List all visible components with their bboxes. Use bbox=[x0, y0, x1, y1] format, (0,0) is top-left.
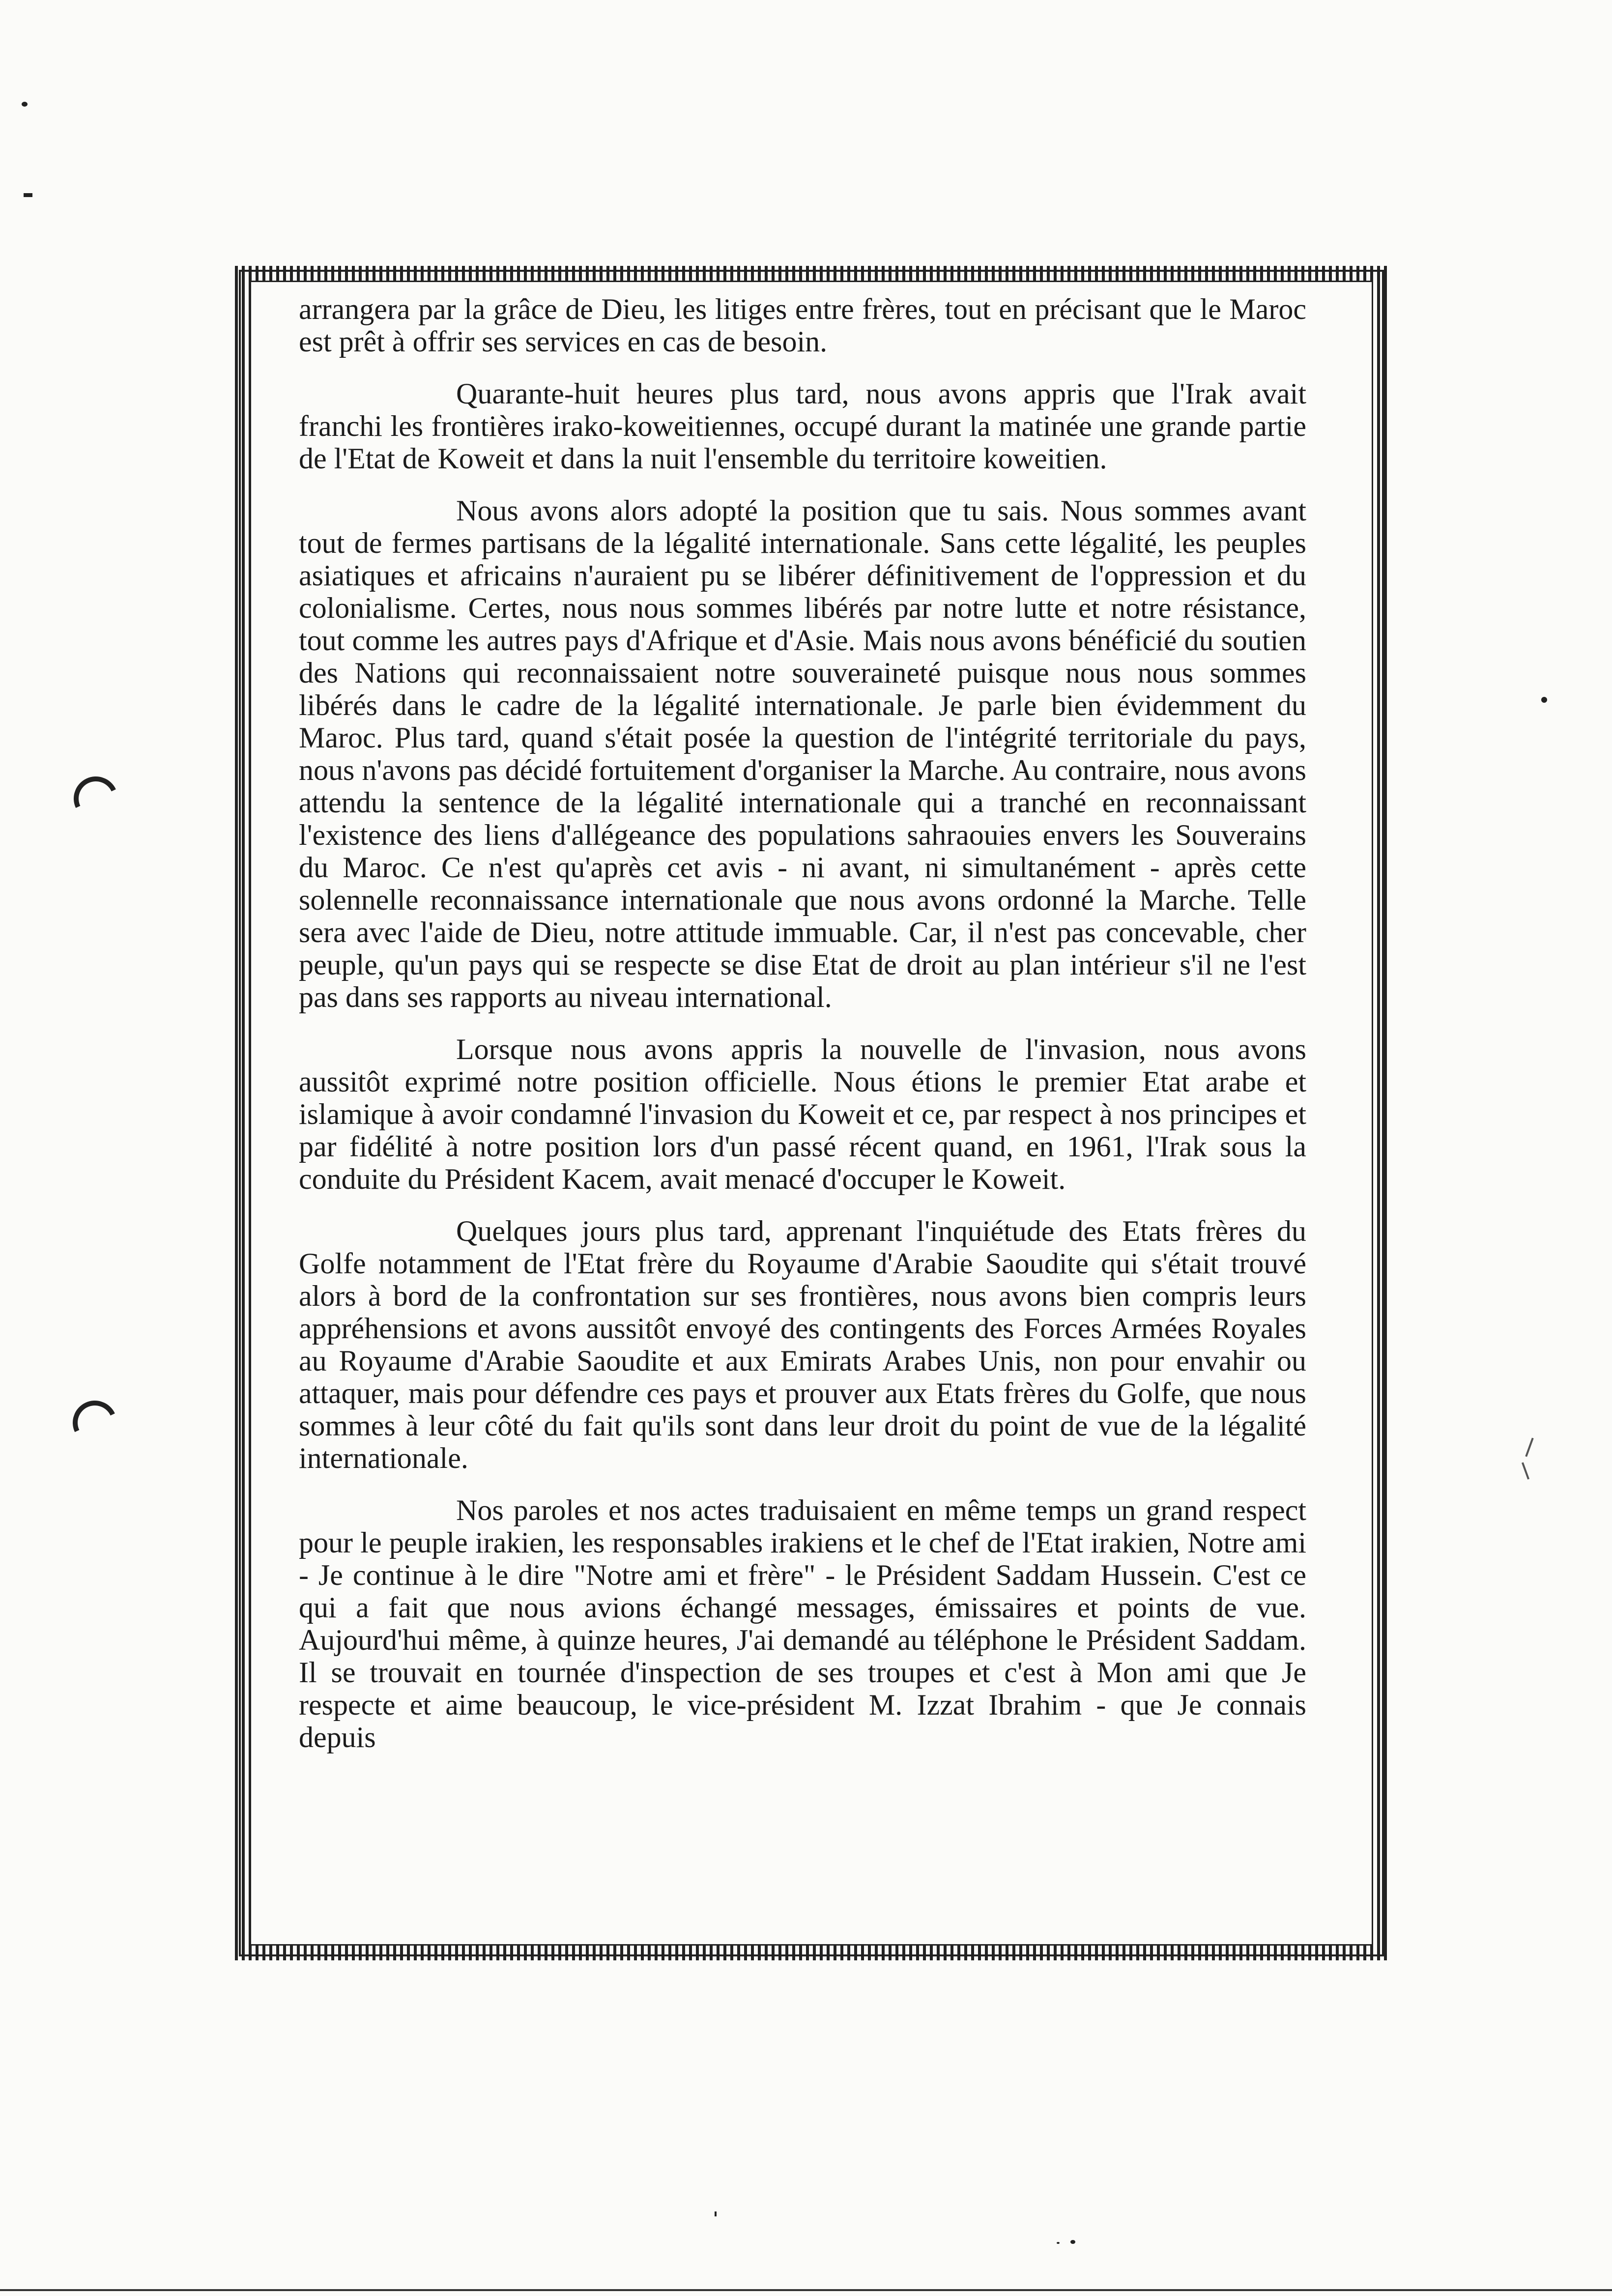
paragraph-3: Nous avons alors adopté la position que tu sais. Nous sommes avant tout de fermes partisans de la légalité internationale. Sans cette légalité, les peuples asiatiques et africains n'auraient pu se libérer définitivement de l'oppression et du colonialisme. Certes, nous nous sommes libérés par notre lutte et notre résistance, tout comme les autres pays d'Afrique et d'Asie. Mais nous avons bénéficié du soutien des Nations qui reconnaissaient notre souveraineté puisque nous nous sommes libérés dans le cadre de la légalité internationale. Je parle bien évidemment du Maroc. Plus tard, quand s'était posée la question de l'intégrité territoriale du pays, nous n'avons pas décidé fortuitement d'organiser la Marche. Au contraire, nous avons attendu la sentence de la légalité internationale qui a tranché en reconnaissant l'existence des liens d'allégeance des populations sahraouies envers les Souverains du Maroc. Ce n'est qu'après cet avis - ni avant, ni simultanément - après cette solennelle reconnaissance internationale que nous avons ordonné la Marche. Telle sera avec l'aide de Dieu, notre attitude immuable. Car, il n'est pas concevable, cher peuple, qu'un pays qui se respecte se dise Etat de droit au plan intérieur s'il ne l'est pas dans ses rapports au niveau international. bbox=[299, 494, 1306, 1013]
paragraph-5: Quelques jours plus tard, apprenant l'inquiétude des Etats frères du Golfe notamment de l'Etat frère du Royaume d'Arabie Saoudite qui s'était trouvé alors à bord de la confrontation sur ses frontières, nous avons bien compris leurs appréhensions et avons aussitôt envoyé des contingents des Forces Armées Royales au Royaume d'Arabie Saoudite et aux Emirats Arabes Unis, non pour envahir ou attaquer, mais pour défendre ces pays et prouver aux Etats frères du Golfe, que nous sommes à leur côté du fait qu'ils sont dans leur droit du point de vue de la légalité internationale. bbox=[299, 1215, 1306, 1474]
scan-speck bbox=[1070, 2240, 1075, 2244]
scan-edge-line bbox=[0, 2289, 1612, 2291]
binder-hole-mark bbox=[66, 1394, 123, 1451]
paragraph-2: Quarante-huit heures plus tard, nous avons appris que l'Irak avait franchi les frontières irako-koweitiennes, occupé durant la matinée une grande partie de l'Etat de Koweit et dans la nuit l'ensemble du territoire koweitien. bbox=[299, 377, 1306, 475]
paragraph-1: arrangera par la grâce de Dieu, les litiges entre frères, tout en précisant que le Maroc est prêt à offrir ses services en cas de besoin. bbox=[299, 293, 1306, 358]
scan-mark bbox=[1525, 1438, 1533, 1457]
scan-speck bbox=[715, 2211, 717, 2216]
paragraph-4: Lorsque nous avons appris la nouvelle de l'invasion, nous avons aussitôt exprimé notre position officielle. Nous étions le premier Etat arabe et islamique à avoir condamné l'invasion du Koweit et ce, par respect à nos principes et par fidélité à notre position lors d'un passé récent quand, en 1961, l'Irak sous la conduite du Président Kacem, avait menacé d'occuper le Koweit. bbox=[299, 1033, 1306, 1195]
scan-speck bbox=[22, 102, 28, 107]
scan-mark bbox=[1522, 1462, 1529, 1479]
scan-speck bbox=[1541, 697, 1547, 703]
body-text bbox=[299, 293, 1306, 1773]
scan-dash bbox=[24, 193, 32, 197]
paragraph-6: Nos paroles et nos actes traduisaient en même temps un grand respect pour le peuple irakien, les responsables irakiens et le chef de l'Etat irakien, Notre ami - Je continue à le dire "Notre ami et frère" - le Président Saddam Hussein. C'est ce qui a fait que nous avions échangé messages, émissaires et points de vue. Aujourd'hui même, à quinze heures, J'ai demandé au téléphone le Président Saddam. Il se trouvait en tournée d'inspection de ses troupes et c'est à Mon ami que Je respecte et aime beaucoup, le vice-président M. Izzat Ibrahim - que Je connais depuis bbox=[299, 1494, 1306, 1753]
scan-speck bbox=[1057, 2242, 1060, 2244]
binder-hole-mark bbox=[67, 770, 124, 827]
